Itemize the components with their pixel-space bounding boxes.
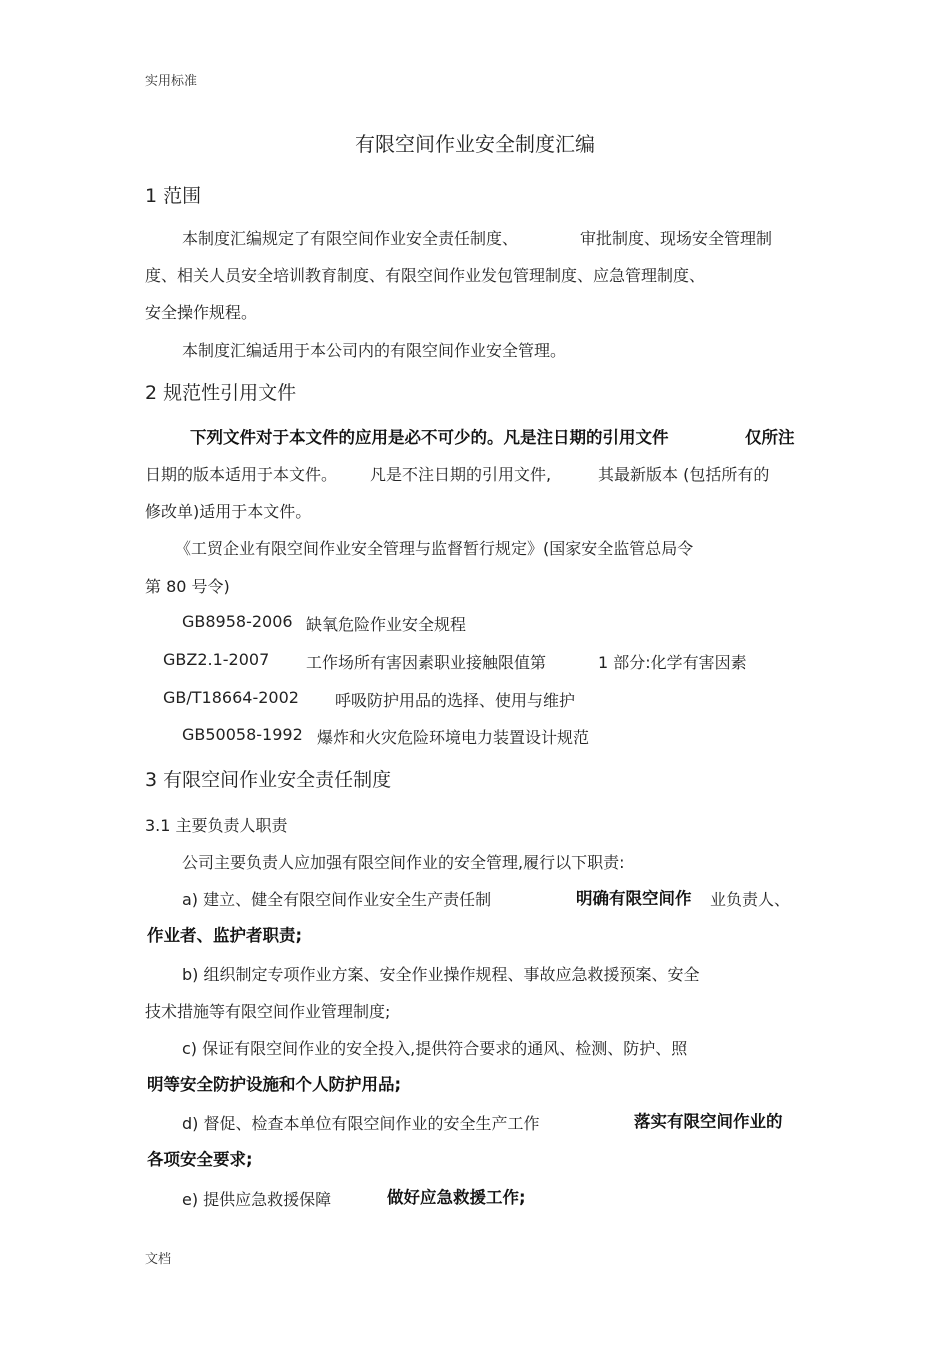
s1-p1-line3: 安全操作规程。: [145, 303, 258, 322]
s2-p1-line3: 修改单)适用于本文件。: [145, 502, 312, 521]
item-d-line1b: 落实有限空间作业的: [634, 1112, 783, 1131]
item-a-line1a: a) 建立、健全有限空间作业安全生产责任制: [182, 890, 492, 909]
item-e-line1a: e) 提供应急救援保障: [182, 1190, 332, 1209]
section-3-1-heading: 3.1 主要负责人职责: [145, 816, 288, 835]
section-3-heading: 3 有限空间作业安全责任制度: [145, 769, 392, 791]
item-b-line1: b) 组织制定专项作业方案、安全作业操作规程、事故应急救援预案、安全: [182, 965, 700, 984]
ref-code-1: GB8958-2006: [182, 612, 293, 631]
s1-p1-line1b: 审批制度、现场安全管理制: [580, 229, 773, 248]
ref-extra-2: 1 部分:化学有害因素: [598, 653, 747, 672]
page-footer-label: 文档: [145, 1252, 172, 1267]
ref-code-4: GB50058-1992: [182, 725, 303, 744]
s3-1-intro: 公司主要负责人应加强有限空间作业的安全管理,履行以下职责:: [182, 853, 625, 872]
s2-ref1-line2: 第 80 号令): [145, 577, 230, 596]
s1-p1-line1a: 本制度汇编规定了有限空间作业安全责任制度、: [182, 229, 519, 248]
s2-p1-line2b: 凡是不注日期的引用文件,: [370, 465, 552, 484]
ref-name-2: 工作场所有害因素职业接触限值第: [306, 653, 547, 672]
item-d-line1a: d) 督促、检查本单位有限空间作业的安全生产工作: [182, 1114, 540, 1133]
section-1-heading: 1 范围: [145, 185, 202, 207]
item-a-line2: 作业者、监护者职责;: [147, 926, 303, 945]
s1-p1-line2: 度、相关人员安全培训教育制度、有限空间作业发包管理制度、应急管理制度、: [145, 266, 706, 285]
ref-name-4: 爆炸和火灾危险环境电力装置设计规范: [317, 728, 590, 747]
s2-p1-line2c: 其最新版本 (包括所有的: [598, 465, 770, 484]
section-2-heading: 2 规范性引用文件: [145, 382, 297, 404]
item-d-line2: 各项安全要求;: [147, 1150, 253, 1169]
page-header-label: 实用标准: [145, 74, 198, 89]
s2-p1-line1b: 仅所注: [745, 428, 795, 447]
item-a-line1b: 明确有限空间作: [576, 889, 692, 908]
ref-code-2: GBZ2.1-2007: [163, 650, 270, 669]
document-title: 有限空间作业安全制度汇编: [355, 132, 595, 156]
s2-p1-line1a: 下列文件对于本文件的应用是必不可少的。凡是注日期的引用文件: [190, 428, 669, 447]
s2-ref1-line1: 《工贸企业有限空间作业安全管理与监督暂行规定》(国家安全监管总局令: [175, 539, 694, 558]
s1-p2: 本制度汇编适用于本公司内的有限空间作业安全管理。: [182, 341, 567, 360]
item-e-line1b: 做好应急救援工作;: [387, 1188, 526, 1207]
item-b-line2: 技术措施等有限空间作业管理制度;: [145, 1002, 391, 1021]
item-a-line1c: 业负责人、: [710, 890, 791, 909]
item-c-line1: c) 保证有限空间作业的安全投入,提供符合要求的通风、检测、防护、照: [182, 1039, 688, 1058]
ref-name-3: 呼吸防护用品的选择、使用与维护: [335, 691, 576, 710]
ref-name-1: 缺氧危险作业安全规程: [306, 615, 467, 634]
item-c-line2: 明等安全防护设施和个人防护用品;: [147, 1075, 402, 1094]
s2-p1-line2a: 日期的版本适用于本文件。: [145, 465, 338, 484]
ref-code-3: GB/T18664-2002: [163, 688, 299, 707]
